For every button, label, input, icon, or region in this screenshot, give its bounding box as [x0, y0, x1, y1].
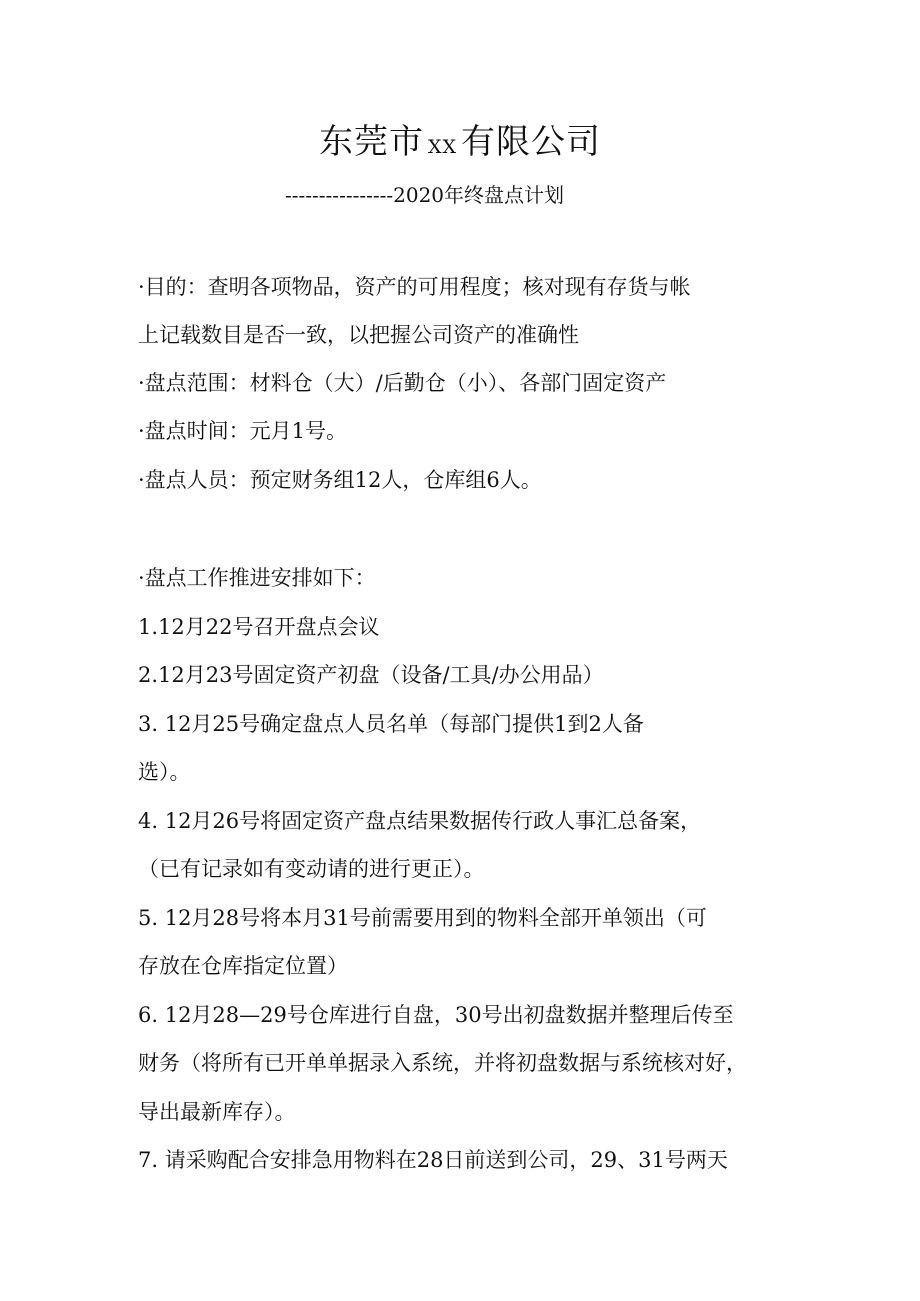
- document-title: [0, 118, 920, 171]
- schedule-item-6-cont-2: 导出最新库存）。: [138, 1100, 296, 1124]
- schedule-item-3-cont: 选）。: [138, 760, 191, 784]
- purpose-line-1: ·目的：查明各项物品，资产的可用程度；核对现有存货与帐: [138, 275, 691, 299]
- title-xx: XX: [427, 136, 458, 158]
- schedule-item-3: 3. 12月25号确定盘点人员名单（每部门提供1到2人备: [138, 712, 644, 736]
- scope-line: ·盘点范围：材料仓（大）/后勤仓（小）、各部门固定资产: [138, 371, 667, 395]
- schedule-item-4-cont: （已有记录如有变动请的进行更正）。: [138, 857, 485, 881]
- schedule-item-5-cont: 存放在仓库指定位置）: [138, 954, 348, 978]
- schedule-item-1: 1.12月22号召开盘点会议: [138, 615, 380, 639]
- schedule-item-7: 7. 请采购配合安排急用物料在28日前送到公司，29、31号两天: [138, 1148, 728, 1172]
- schedule-heading: ·盘点工作推进安排如下：: [138, 566, 376, 590]
- schedule-item-5: 5. 12月28号将本月31号前需要用到的物料全部开单领出（可: [138, 906, 707, 930]
- schedule-item-6: 6. 12月28—29号仓库进行自盘，30号出初盘数据并整理后传至: [138, 1003, 734, 1027]
- purpose-line-2: 上记载数目是否一致，以把握公司资产的准确性: [138, 323, 579, 347]
- schedule-item-4: 4. 12月26号将固定资产盘点结果数据传行政人事汇总备案，: [138, 809, 702, 833]
- document-subtitle: ----------------2020年终盘点计划: [285, 183, 565, 207]
- staff-line: ·盘点人员：预定财务组12人，仓库组6人。: [138, 468, 542, 492]
- schedule-item-2: 2.12月23号固定资产初盘（设备/工具/办公用品）: [138, 663, 604, 687]
- title-prefix: 东莞市: [318, 122, 424, 162]
- title-suffix: 有限公司: [461, 122, 602, 162]
- schedule-item-6-cont-1: 财务（将所有已开单单据录入系统，并将初盘数据与系统核对好，: [138, 1051, 747, 1075]
- time-line: ·盘点时间：元月1号。: [138, 419, 348, 443]
